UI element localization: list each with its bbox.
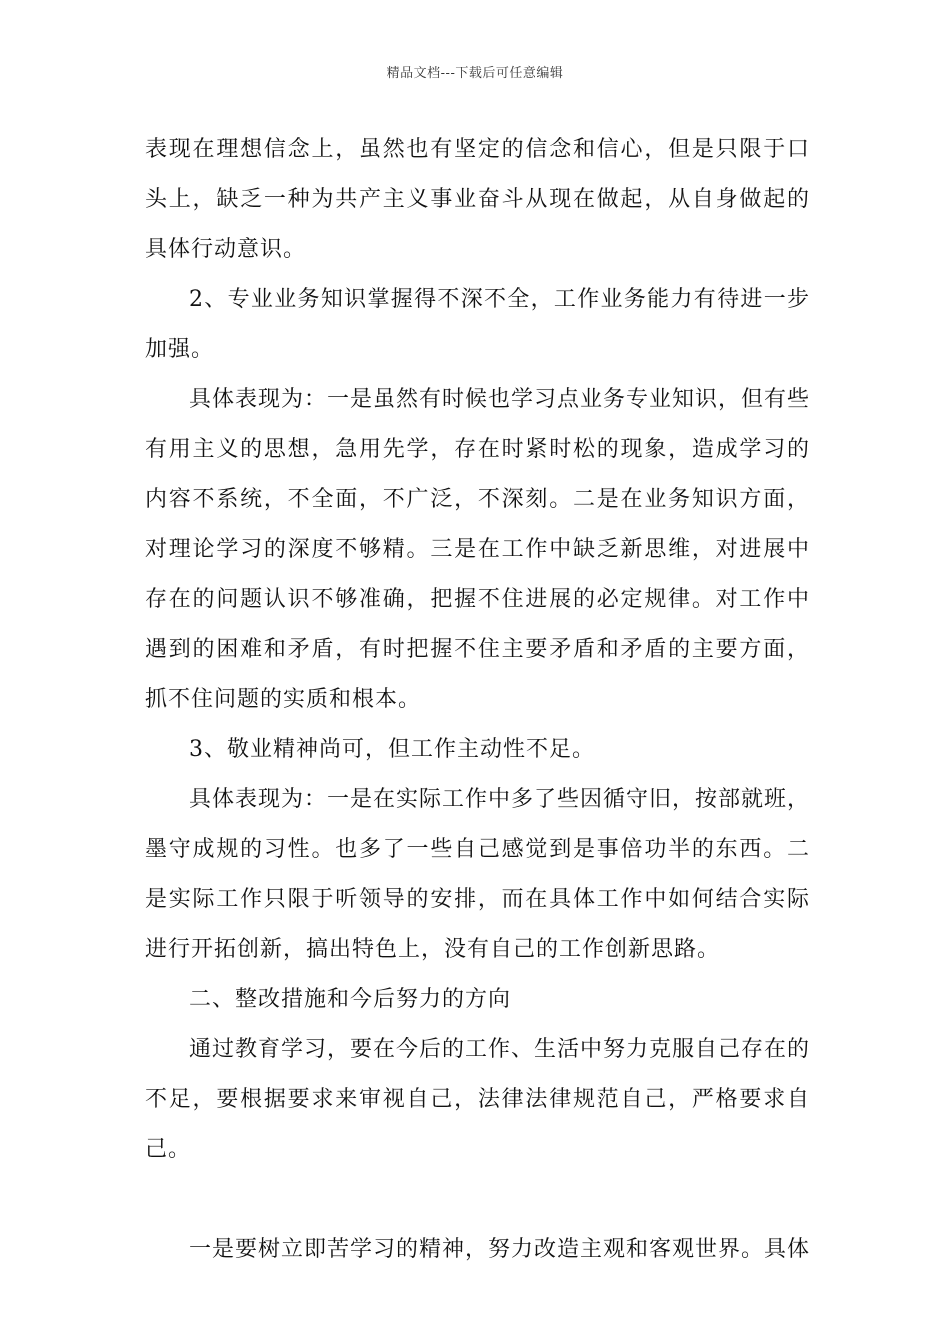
- paragraph-3: 具体表现为：一是虽然有时候也学习点业务专业知识，但有些有用主义的思想，急用先学，存在时紧时松的现象，造成学习的内容不系统，不全面，不广泛，不深刻。二是在业务知识方面，对理论学习的深度不够精。三是在工作中缺乏新思维，对进展中存在的问题认识不够准确，把握不住进展的必定规律。对工作中遇到的困难和矛盾，有时把握不住主要矛盾和矛盾的主要方面，抓不住问题的实质和根本。: [145, 387, 811, 712]
- page-header: 精品文档---下载后可任意编辑: [386, 66, 564, 81]
- paragraph-4-heading: 3、敬业精神尚可，但工作主动性不足。: [189, 737, 595, 762]
- document-body: [145, 125, 810, 1275]
- section-heading: 二、整改措施和今后努力的方向: [189, 987, 512, 1012]
- paragraph-8: 一是要树立即苦学习的精神，努力改造主观和客观世界。具体: [189, 1237, 811, 1262]
- paragraph-2-heading: 2、专业业务知识掌握得不深不全，工作业务能力有待进一步加强。: [145, 287, 810, 362]
- paragraph-5: 具体表现为：一是在实际工作中多了些因循守旧，按部就班，墨守成规的习性。也多了一些自己感觉到是事倍功半的东西。二是实际工作只限于听领导的安排，而在具体工作中如何结合实际进行开拓创新，搞出特色上，没有自己的工作创新思路。: [145, 787, 811, 962]
- paragraph-7: 通过教育学习，要在今后的工作、生活中努力克服自己存在的不足，要根据要求来审视自己，法律法律规范自己，严格要求自己。: [145, 1037, 811, 1162]
- paragraph-1: 表现在理想信念上，虽然也有坚定的信念和信心，但是只限于口头上，缺乏一种为共产主义事业奋斗从现在做起，从自身做起的具体行动意识。: [145, 137, 810, 262]
